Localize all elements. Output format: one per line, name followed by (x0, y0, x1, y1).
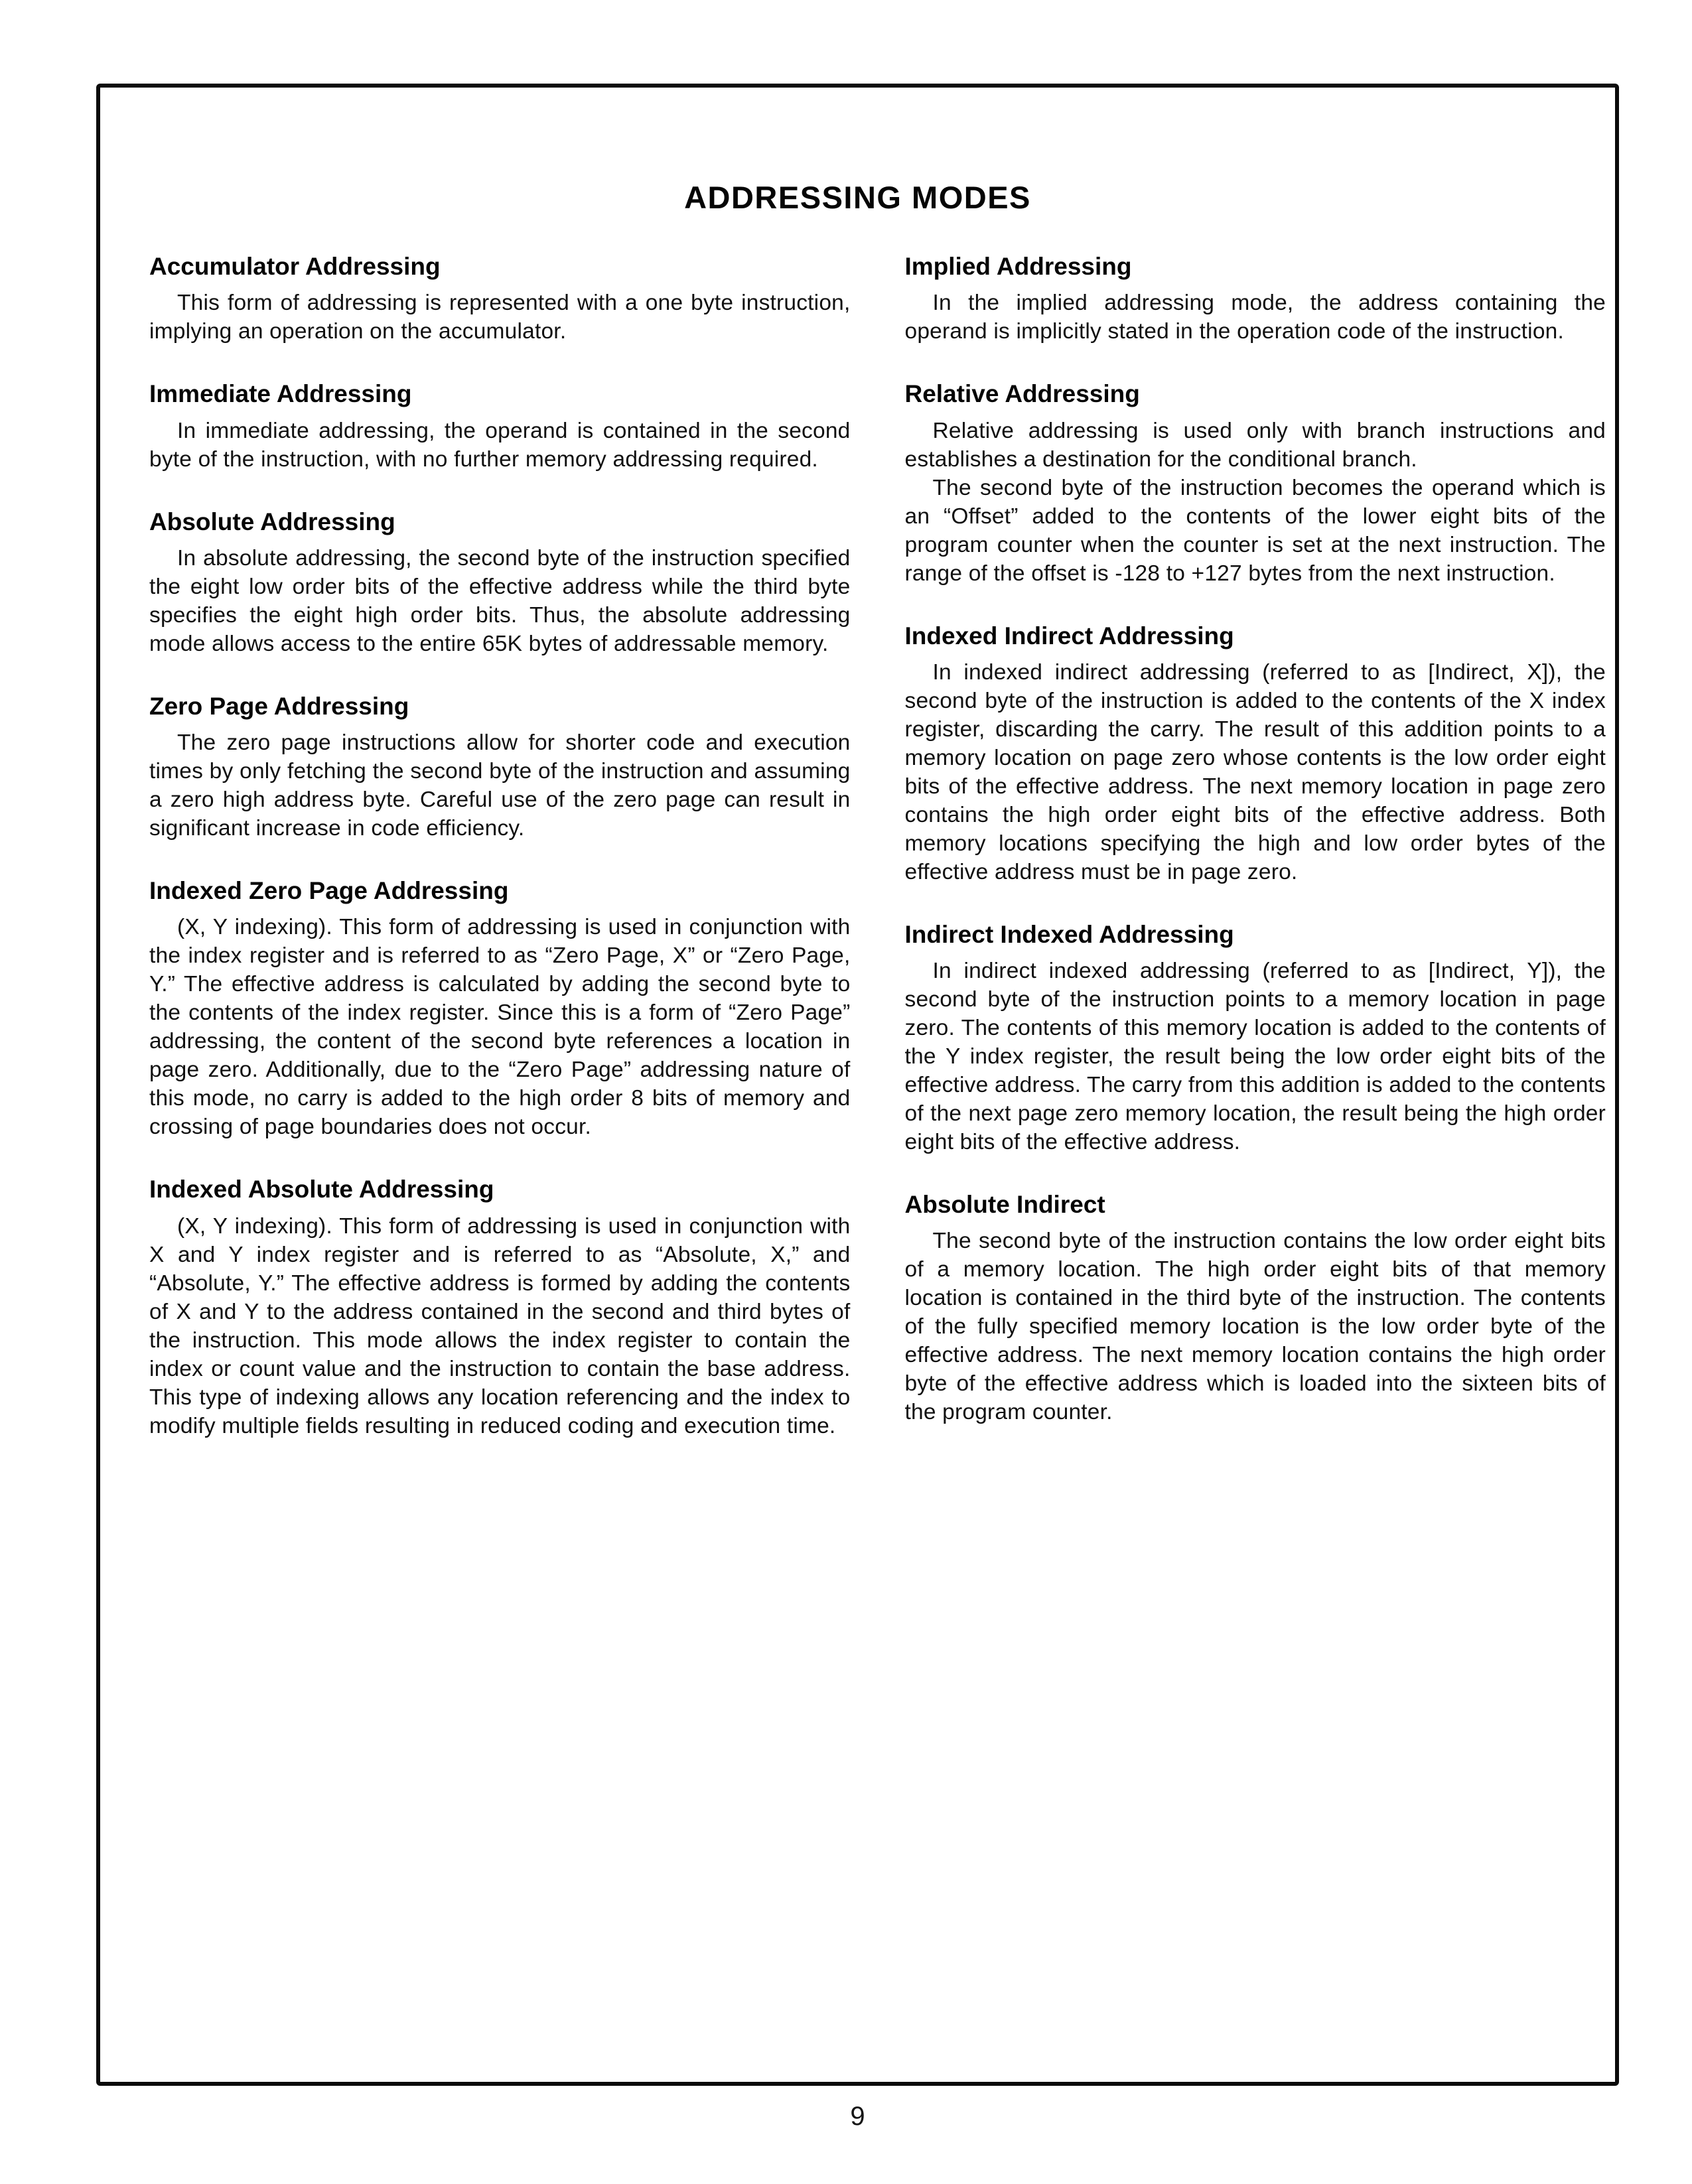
section-heading: Absolute Addressing (149, 508, 395, 535)
section-paragraph: In immediate addressing, the operand is contained in the second byte of the instruction, with no further memory addressing required. (149, 418, 851, 472)
section-heading: Immediate Addressing (149, 380, 412, 408)
section-immediate-addressing (149, 379, 851, 473)
page-border-frame (96, 84, 1619, 2086)
left-column (149, 251, 851, 1440)
page-number: 9 (850, 2102, 865, 2131)
section-heading: Zero Page Addressing (149, 692, 409, 720)
section-indexed-indirect-addressing (905, 621, 1606, 886)
section-heading: Relative Addressing (904, 380, 1140, 408)
section-paragraph: In absolute addressing, the second byte of the instruction specified the eight low order bits of the effective address while the third byte specifies the eight high order bits. Thus, the absolute addressing mode allows access to the entire 65K bytes of addressable memory. (149, 545, 851, 656)
section-paragraph: In indirect indexed addressing (referred to as [Indirect, Y]), the second byte of the instruction points to a memory location in page zero. The contents of this memory location is added to the contents of the Y index register, the result being the low order eight bits of the effective address. The carry from this addition is added to the contents of the next page zero memory location, the result being the high order eight bits of the effective address. (904, 959, 1606, 1154)
section-heading: Accumulator Addressing (149, 253, 441, 280)
right-column (905, 251, 1606, 1440)
two-column-layout (100, 216, 1615, 1440)
page-title: ADDRESSING MODES (684, 180, 1031, 215)
section-paragraph: This form of addressing is represented with a one byte instruction, implying an operation on the accumulator. (149, 291, 851, 344)
section-paragraph: The second byte of the instruction contains the low order eight bits of a memory location. The high order eight bits of that memory location is contained in the third byte of the instruction. The contents of the fully specified memory location is the low order byte of the effective address. The next memory location contains the high order byte of the effective address which is loaded into the sixteen bits of the program counter. (904, 1229, 1606, 1425)
section-heading: Indexed Indirect Addressing (904, 622, 1234, 649)
section-heading: Indirect Indexed Addressing (904, 920, 1234, 948)
section-paragraph: (X, Y indexing). This form of addressing is used in conjunction with the index register and is referred to as “Zero Page, X” or “Zero Page, Y.” The effective address is calculated by adding the second byte to the contents of the index register. Since this is a form of “Zero Page” addressing, the content of the second byte references a location in page zero. Additionally, due to the “Zero Page” addressing nature of this mode, no carry is added to the high order 8 bits of memory and crossing of page boundaries does not occur. (149, 915, 851, 1140)
section-implied-addressing (905, 251, 1606, 346)
section-indexed-absolute-addressing (149, 1174, 851, 1440)
section-relative-addressing (905, 379, 1606, 587)
section-heading: Absolute Indirect (904, 1191, 1105, 1218)
section-paragraph: Relative addressing is used only with branch instructions and establishes a destination for the conditional branch. (904, 418, 1606, 472)
section-paragraph: In the implied addressing mode, the address containing the operand is implicitly stated in the operation code of the instruction. (904, 291, 1606, 344)
section-indirect-indexed-addressing (905, 920, 1606, 1156)
section-paragraph: (X, Y indexing). This form of addressing is used in conjunction with X and Y index register and is referred to as “Absolute, X,” and “Absolute, Y.” The effective address is formed by adding the contents of X and Y to the address contained in the second and third bytes of the instruction. This mode allows the index register to contain the index or count value and the instruction to contain the base address. This type of indexing allows any location referencing and the index to modify multiple fields resulting in reduced coding and execution time. (149, 1213, 851, 1438)
section-zero-page-addressing (149, 691, 851, 843)
section-indexed-zero-page-addressing (149, 876, 851, 1141)
section-accumulator-addressing (149, 251, 851, 346)
section-heading: Indexed Absolute Addressing (149, 1176, 494, 1203)
section-absolute-addressing (149, 507, 851, 658)
section-paragraph: The second byte of the instruction becomes the operand which is an “Offset” added to the contents of the lower eight bits of the program counter when the counter is set at the next instruction. The range of the offset is -128 to +127 bytes from the next instruction. (904, 475, 1606, 586)
section-paragraph: In indexed indirect addressing (referred to as [Indirect, X]), the second byte of the instruction is added to the contents of the X index register, discarding the carry. The result of this addition points to a memory location on page zero whose contents is the low order eight bits of the effective address. The next memory location in page zero contains the high order eight bits of the effective address. Both memory locations specifying the high and low order bytes of the effective address must be in page zero. (904, 659, 1606, 884)
section-paragraph: The zero page instructions allow for shorter code and execution times by only fetching the second byte of the instruction and assuming a zero high address byte. Careful use of the zero page can result in significant increase in code efficiency. (149, 730, 851, 841)
section-heading: Indexed Zero Page Addressing (149, 877, 509, 904)
section-heading: Implied Addressing (904, 253, 1132, 280)
section-absolute-indirect (905, 1190, 1606, 1426)
